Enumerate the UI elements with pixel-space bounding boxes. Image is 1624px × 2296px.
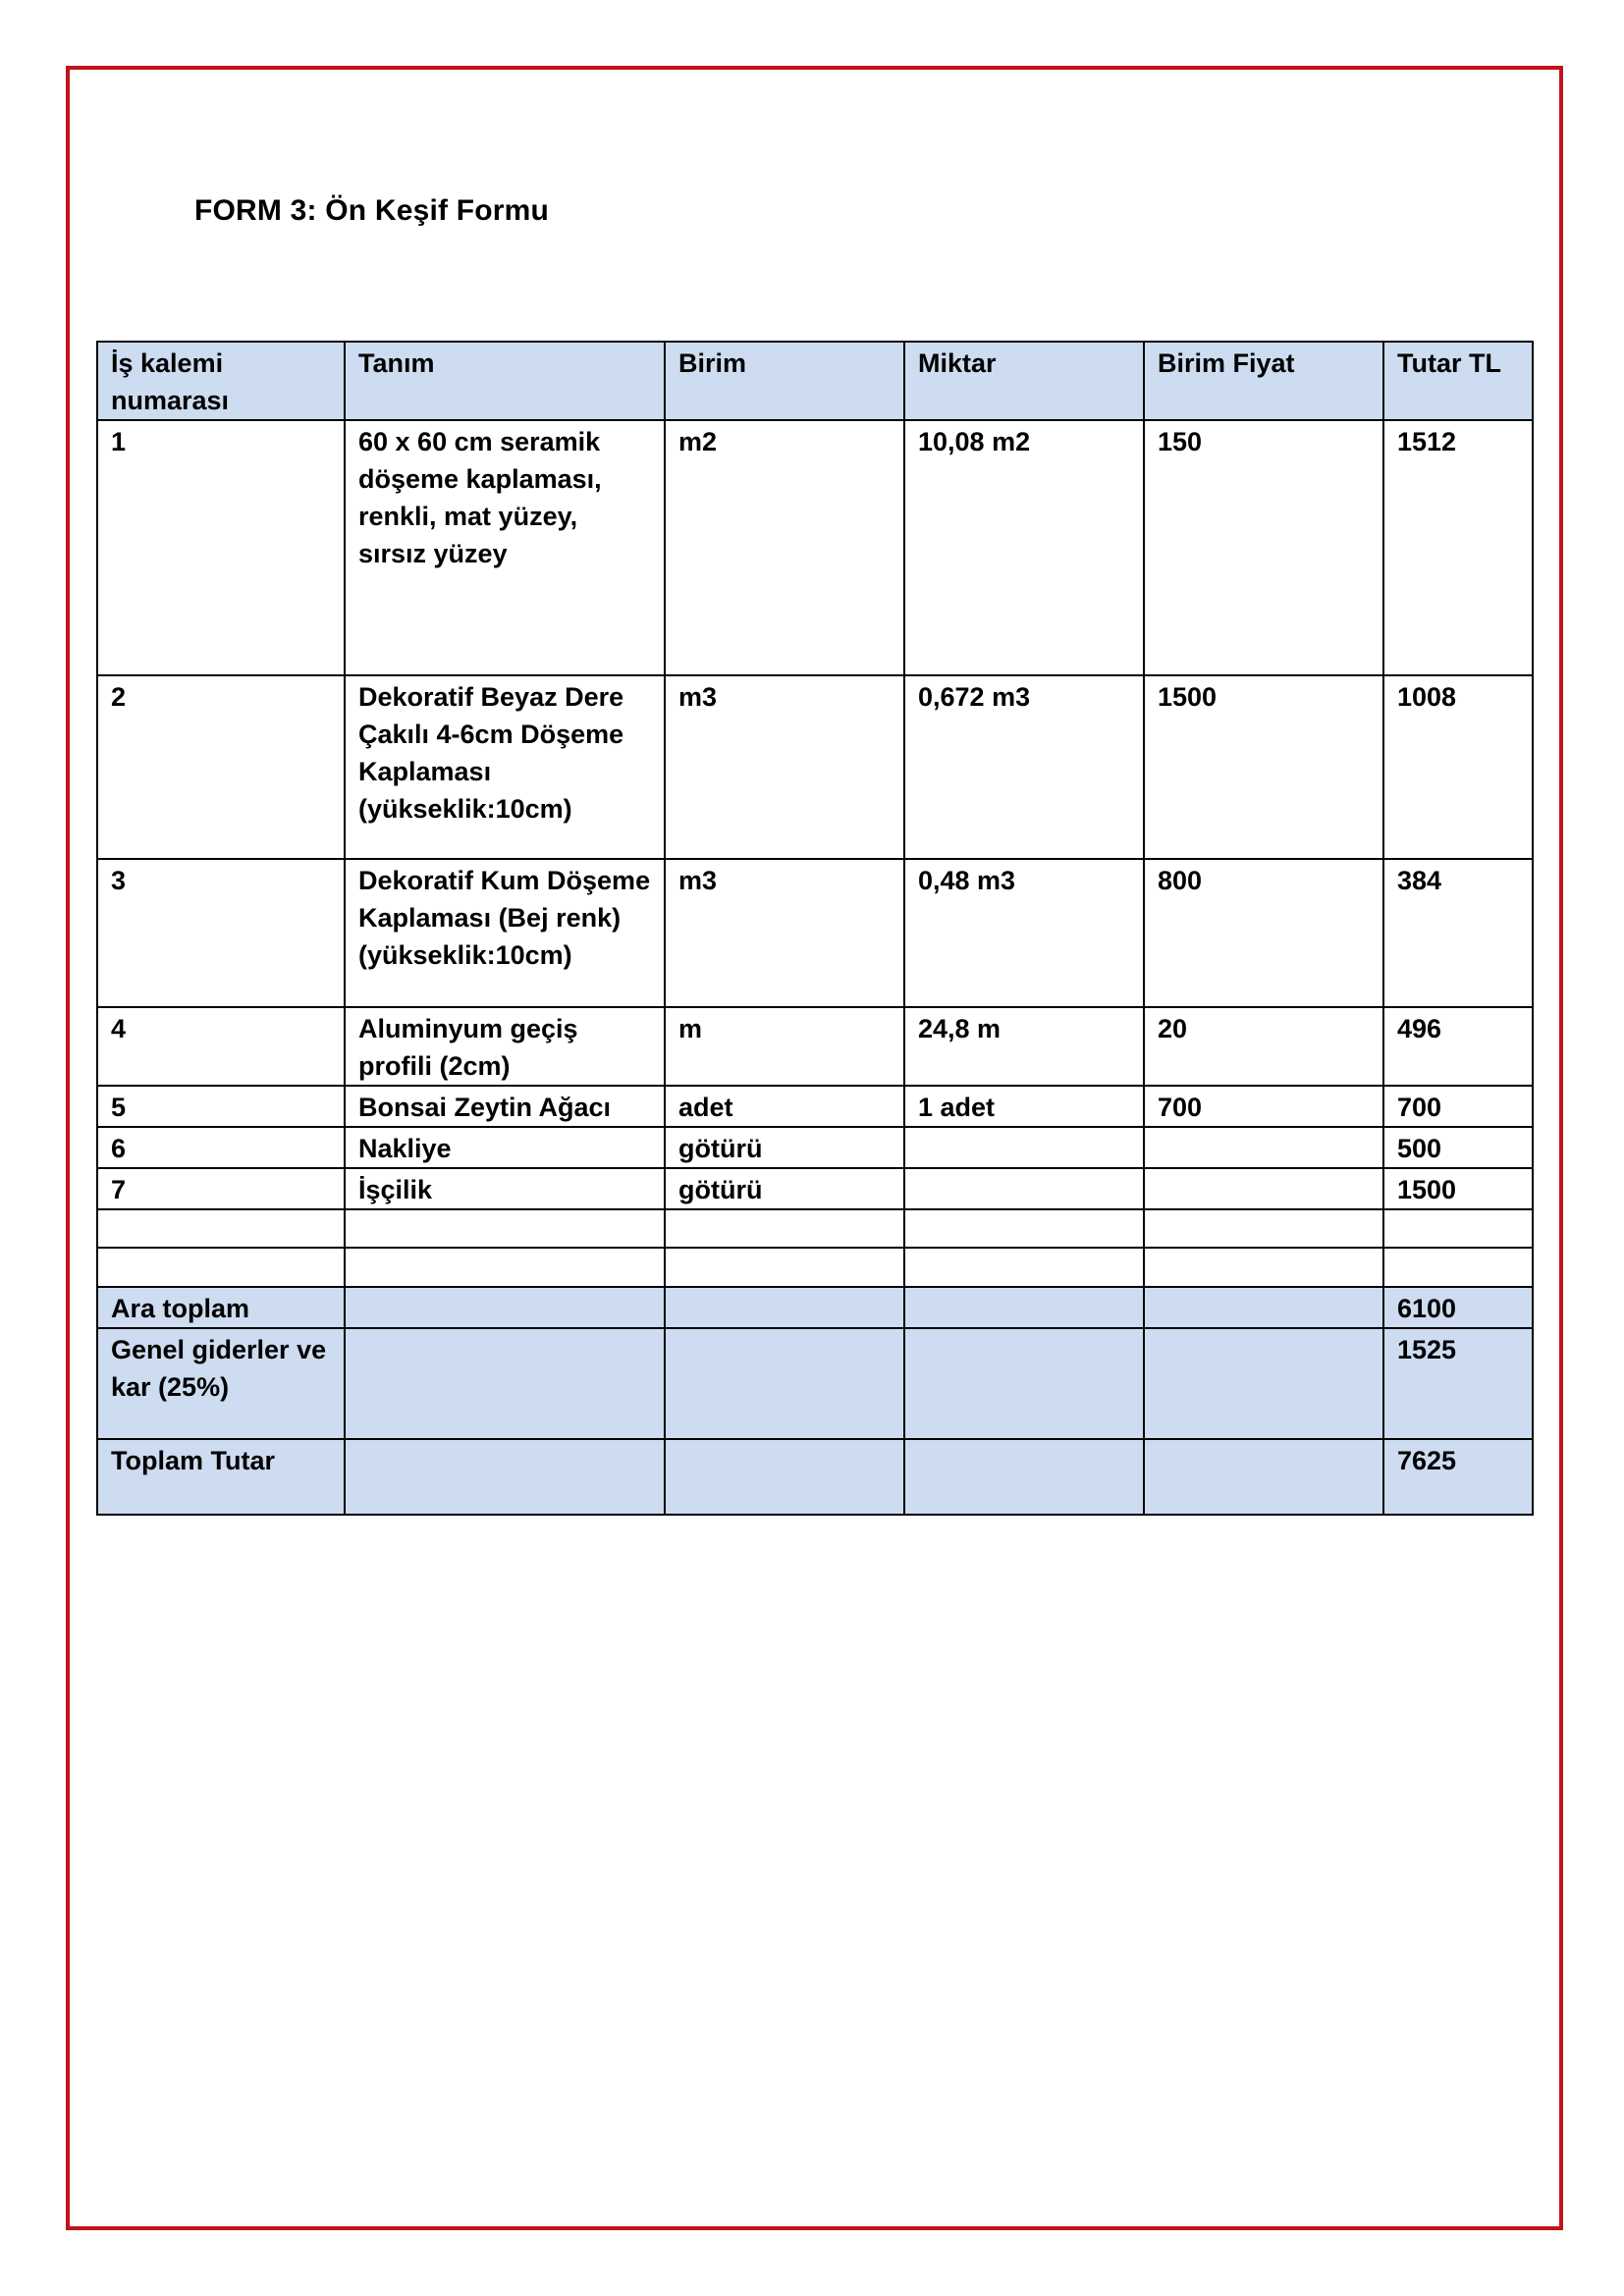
table-cell <box>904 1209 1144 1248</box>
table-cell: götürü <box>665 1168 904 1209</box>
table-row <box>97 1007 1533 1086</box>
table-cell: İşçilik <box>345 1168 665 1209</box>
table-cell <box>1144 1439 1383 1515</box>
table-cell <box>665 1209 904 1248</box>
table-cell: 700 <box>1144 1086 1383 1127</box>
table-cell <box>345 1248 665 1287</box>
header-cell: Tutar TL <box>1383 342 1533 420</box>
table-cell: 7 <box>97 1168 345 1209</box>
table-cell: 24,8 m <box>904 1007 1144 1086</box>
summary-label: Genel giderler ve kar (25%) <box>97 1328 345 1439</box>
table-cell: 700 <box>1383 1086 1533 1127</box>
table-cell <box>904 1328 1144 1439</box>
table-cell <box>904 1248 1144 1287</box>
table-cell <box>1144 1127 1383 1168</box>
header-cell: Birim Fiyat <box>1144 342 1383 420</box>
table-cell <box>1144 1209 1383 1248</box>
table-cell: 0,48 m3 <box>904 859 1144 1007</box>
table-cell <box>665 1248 904 1287</box>
header-cell: Miktar <box>904 342 1144 420</box>
table-row <box>97 1086 1533 1127</box>
table-cell: 150 <box>1144 420 1383 675</box>
table-cell: 1512 <box>1383 420 1533 675</box>
table-cell: adet <box>665 1086 904 1127</box>
table-cell: 1500 <box>1383 1168 1533 1209</box>
table-cell: 0,672 m3 <box>904 675 1144 859</box>
table-cell <box>665 1439 904 1515</box>
table-cell: m3 <box>665 859 904 1007</box>
table-cell: m <box>665 1007 904 1086</box>
summary-row-subtotal <box>97 1287 1533 1328</box>
summary-value: 1525 <box>1383 1328 1533 1439</box>
table-cell <box>1383 1248 1533 1287</box>
table-cell: 60 x 60 cm seramik döşeme kaplaması, renkli, mat yüzey, sırsız yüzey <box>345 420 665 675</box>
table-cell: Dekoratif Kum Döşeme Kaplaması (Bej renk) (yükseklik:10cm) <box>345 859 665 1007</box>
table-cell <box>1383 1209 1533 1248</box>
table-cell: Aluminyum geçiş profili (2cm) <box>345 1007 665 1086</box>
summary-value: 7625 <box>1383 1439 1533 1515</box>
table-row <box>97 1209 1533 1248</box>
table-cell: 4 <box>97 1007 345 1086</box>
table-cell <box>1144 1287 1383 1328</box>
table-cell: 384 <box>1383 859 1533 1007</box>
table-cell: 20 <box>1144 1007 1383 1086</box>
table-cell: m2 <box>665 420 904 675</box>
table-cell <box>1144 1168 1383 1209</box>
table-cell <box>97 1209 345 1248</box>
summary-label: Toplam Tutar <box>97 1439 345 1515</box>
table-row <box>97 420 1533 675</box>
summary-label: Ara toplam <box>97 1287 345 1328</box>
table-cell <box>97 1248 345 1287</box>
table-cell <box>345 1439 665 1515</box>
table-row <box>97 675 1533 859</box>
table-cell <box>345 1287 665 1328</box>
table-cell <box>665 1328 904 1439</box>
table-cell: 500 <box>1383 1127 1533 1168</box>
table-cell: Nakliye <box>345 1127 665 1168</box>
table-row <box>97 1127 1533 1168</box>
table-cell <box>345 1328 665 1439</box>
table-cell <box>665 1287 904 1328</box>
table-cell <box>1144 1328 1383 1439</box>
table-cell: Dekoratif Beyaz Dere Çakılı 4-6cm Döşeme Kaplaması (yükseklik:10cm) <box>345 675 665 859</box>
table-cell: 3 <box>97 859 345 1007</box>
header-cell: Birim <box>665 342 904 420</box>
table-cell: 1 adet <box>904 1086 1144 1127</box>
table-cell <box>904 1439 1144 1515</box>
table-cell <box>904 1127 1144 1168</box>
table-header-row <box>97 342 1533 420</box>
table-cell: 496 <box>1383 1007 1533 1086</box>
table-cell: 800 <box>1144 859 1383 1007</box>
table-cell <box>904 1168 1144 1209</box>
header-cell: Tanım <box>345 342 665 420</box>
summary-row-overhead <box>97 1328 1533 1439</box>
table-cell: 10,08 m2 <box>904 420 1144 675</box>
table-row <box>97 859 1533 1007</box>
table-cell: 1500 <box>1144 675 1383 859</box>
table-cell: 5 <box>97 1086 345 1127</box>
table-cell <box>1144 1248 1383 1287</box>
form-title: FORM 3: Ön Keşif Formu <box>194 194 550 227</box>
table-cell: 2 <box>97 675 345 859</box>
table-cell: m3 <box>665 675 904 859</box>
table-cell <box>904 1287 1144 1328</box>
table-cell: 1 <box>97 420 345 675</box>
summary-value: 6100 <box>1383 1287 1533 1328</box>
table-cell: 1008 <box>1383 675 1533 859</box>
summary-row-total <box>97 1439 1533 1515</box>
table-row <box>97 1168 1533 1209</box>
table-cell: götürü <box>665 1127 904 1168</box>
header-cell: İş kalemi numarası <box>97 342 345 420</box>
kesif-table <box>96 341 1534 1516</box>
table-cell: 6 <box>97 1127 345 1168</box>
table-row <box>97 1248 1533 1287</box>
table-cell: Bonsai Zeytin Ağacı <box>345 1086 665 1127</box>
table-cell <box>345 1209 665 1248</box>
